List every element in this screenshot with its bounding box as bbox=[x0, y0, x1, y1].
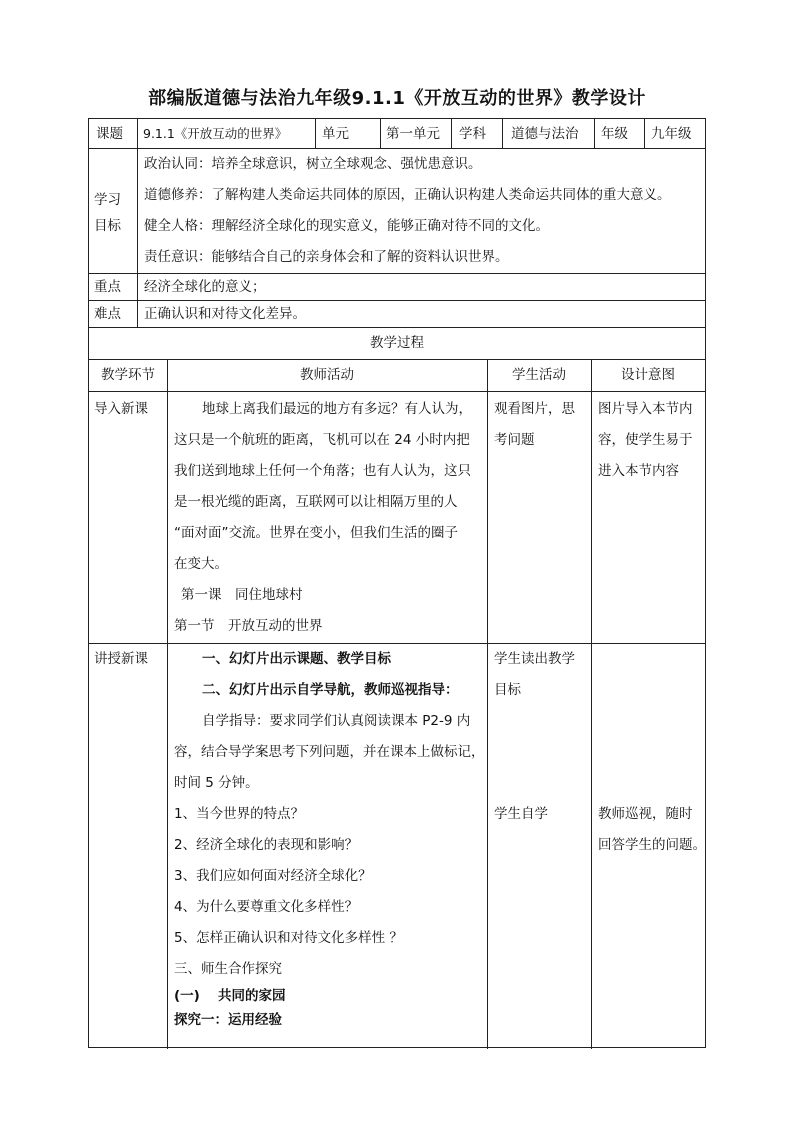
objective-political: 政治认同：培养全球意识，树立全球观念、强忧患意识。 bbox=[144, 156, 482, 172]
new-teacher-line: 2、经济全球化的表现和影响？ bbox=[174, 837, 359, 853]
new-intent-line: 回答学生的问题。 bbox=[598, 837, 706, 853]
stage-new-lesson: 讲授新课 bbox=[94, 651, 148, 667]
objectives-label-line2: 目标 bbox=[94, 218, 121, 234]
key-point-value: 经济全球化的意义； bbox=[144, 279, 266, 295]
stage-intro: 导入新课 bbox=[94, 401, 148, 417]
col-divider bbox=[380, 119, 381, 148]
unit-value: 第一单元 bbox=[386, 126, 440, 142]
new-teacher-line: (一) 共同的家园 bbox=[174, 988, 286, 1004]
col-divider bbox=[167, 359, 168, 1049]
intro-intent-line: 容，使学生易于 bbox=[598, 432, 693, 448]
new-teacher-line: 3、我们应如何面对经济全球化？ bbox=[174, 868, 372, 884]
objectives-label-line1: 学习 bbox=[94, 192, 121, 208]
col-divider bbox=[137, 148, 138, 327]
intro-teacher-line: 第一节 开放互动的世界 bbox=[174, 618, 323, 634]
lesson-plan-table bbox=[88, 118, 706, 1048]
new-student-line: 目标 bbox=[494, 682, 521, 698]
new-teacher-line: 二、幻灯片出示自学导航，教师巡视指导： bbox=[202, 682, 459, 698]
difficulty-label: 难点 bbox=[94, 306, 121, 322]
grade-label: 年级 bbox=[601, 126, 628, 142]
intro-intent-line: 进入本节内容 bbox=[598, 463, 679, 479]
col-divider bbox=[644, 119, 645, 148]
col-divider bbox=[137, 119, 138, 148]
grade-value: 九年级 bbox=[651, 126, 692, 142]
col-divider bbox=[591, 359, 592, 1049]
row-divider bbox=[89, 300, 705, 301]
intro-teacher-line: 是一根光缆的距离，互联网可以让相隔万里的人 bbox=[174, 494, 458, 510]
col-divider bbox=[487, 359, 488, 1049]
new-teacher-line: 容，结合导学案思考下列问题，并在课本上做标记， bbox=[174, 744, 485, 760]
new-teacher-line: 时间 5 分钟。 bbox=[174, 775, 259, 791]
new-teacher-line: 探究一：运用经验 bbox=[174, 1012, 282, 1028]
intro-student-line: 观看图片，思 bbox=[494, 401, 575, 417]
lesson-value: 9.1.1《开放互动的世界》 bbox=[143, 126, 288, 141]
row-divider bbox=[89, 359, 705, 360]
column-intent: 设计意图 bbox=[621, 367, 675, 383]
row-divider bbox=[89, 148, 705, 149]
intro-teacher-line: 地球上离我们最远的地方有多远？有人认为， bbox=[202, 401, 472, 417]
document-title: 部编版道德与法治九年级9.1.1《开放互动的世界》教学设计 bbox=[148, 88, 646, 109]
key-point-label: 重点 bbox=[94, 279, 121, 295]
column-student: 学生活动 bbox=[512, 367, 566, 383]
objective-responsibility: 责任意识：能够结合自己的亲身体会和了解的资料认识世界。 bbox=[144, 249, 509, 265]
new-teacher-line: 一、幻灯片出示课题、教学目标 bbox=[202, 651, 391, 667]
objective-personality: 健全人格：理解经济全球化的现实意义，能够正确对待不同的文化。 bbox=[144, 218, 549, 234]
lesson-label: 课题 bbox=[96, 126, 123, 142]
new-teacher-line: 自学指导：要求同学们认真阅读课本 P2-9 内 bbox=[202, 713, 471, 729]
intro-teacher-line: 我们送到地球上任何一个角落；也有人认为，这只 bbox=[174, 463, 471, 479]
difficulty-value: 正确认识和对待文化差异。 bbox=[144, 306, 306, 322]
intro-intent-line: 图片导入本节内 bbox=[598, 401, 693, 417]
column-teacher: 教师活动 bbox=[300, 367, 354, 383]
col-divider bbox=[315, 119, 316, 148]
intro-student-line: 考问题 bbox=[494, 432, 535, 448]
subject-value: 道德与法治 bbox=[511, 126, 579, 142]
new-teacher-line: 1、当今世界的特点？ bbox=[174, 806, 305, 822]
row-divider bbox=[89, 273, 705, 274]
intro-teacher-line: “面对面”交流。世界在变小，但我们生活的圈子 bbox=[174, 525, 458, 541]
process-heading: 教学过程 bbox=[370, 335, 424, 351]
new-student-line: 学生自学 bbox=[494, 806, 548, 822]
intro-teacher-line: 第一课 同住地球村 bbox=[181, 587, 303, 603]
column-stage: 教学环节 bbox=[101, 367, 155, 383]
new-teacher-line: 5、怎样正确认识和对待文化多样性 ？ bbox=[174, 930, 403, 946]
new-student-line: 学生读出教学 bbox=[494, 651, 575, 667]
col-divider bbox=[451, 119, 452, 148]
new-teacher-line: 三、师生合作探究 bbox=[174, 961, 282, 977]
intro-teacher-line: 这只是一个航班的距离，飞机可以在 24 小时内把 bbox=[174, 432, 470, 448]
row-divider bbox=[89, 391, 705, 392]
row-divider bbox=[89, 327, 705, 328]
new-intent-line: 教师巡视，随时 bbox=[598, 806, 693, 822]
unit-label: 单元 bbox=[322, 126, 349, 142]
col-divider bbox=[594, 119, 595, 148]
new-teacher-line: 4、为什么要尊重文化多样性？ bbox=[174, 899, 359, 915]
intro-teacher-line: 在变大。 bbox=[174, 556, 228, 572]
row-divider bbox=[89, 643, 705, 644]
objective-moral: 道德修养：了解构建人类命运共同体的原因，正确认识构建人类命运共同体的重大意义。 bbox=[144, 187, 671, 203]
col-divider bbox=[502, 119, 503, 148]
subject-label: 学科 bbox=[459, 126, 486, 142]
